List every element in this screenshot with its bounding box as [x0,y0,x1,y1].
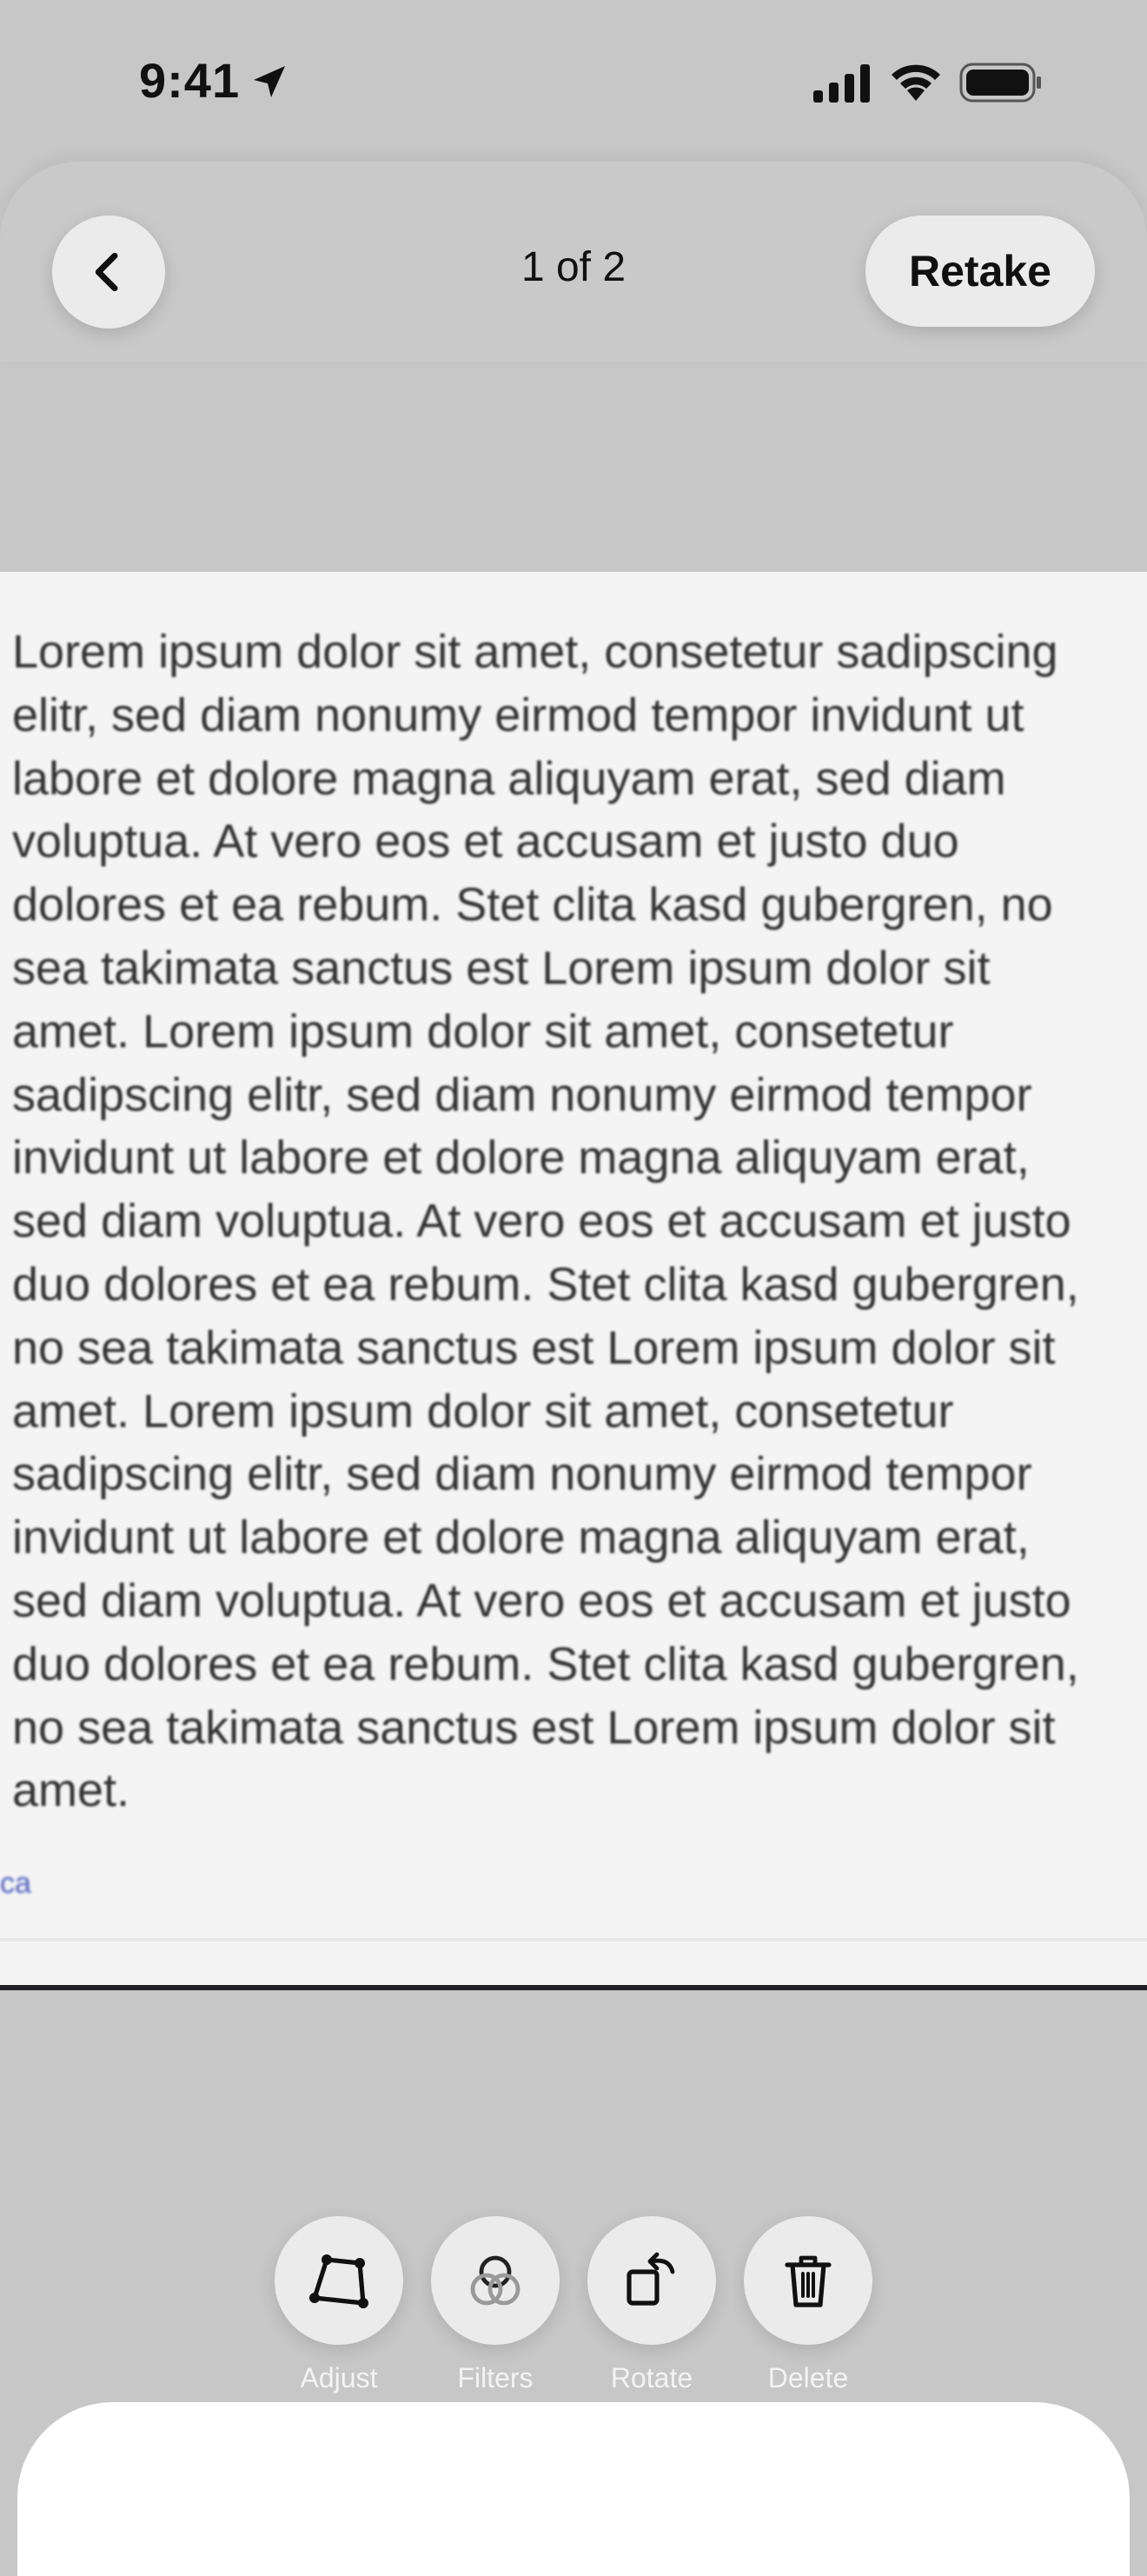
filters-label: Filters [457,2362,534,2393]
delete-tool[interactable] [739,2216,878,2394]
rotate-icon [617,2246,686,2315]
adjust-label: Adjust [300,2362,378,2393]
trash-icon [773,2246,843,2315]
status-time: 9:41 [139,53,241,108]
scanned-footer-fragment: ca [0,1867,31,1900]
wifi-icon [888,61,944,103]
adjust-button[interactable] [275,2216,403,2345]
chevron-left-icon [84,248,133,296]
location-arrow-icon [249,61,290,103]
rotate-tool[interactable] [582,2216,721,2394]
retake-button[interactable]: Retake [865,216,1095,327]
page-divider [0,1938,1147,1942]
status-bar [0,0,1147,165]
rotate-label: Rotate [610,2362,693,2393]
scanned-text: Lorem ipsum dolor sit amet, consetetur sadipscing elitr, sed diam nonumy eirmod tempor invidunt ut labore et dolore magna aliquyam erat, sed diam voluptua. At vero eos et accusam et justo duo dolores et ea rebum. Stet clita kasd gubergren, no sea takimata sanctus est Lorem ipsum dolor sit amet. Lorem ipsum dolor sit amet, consetetur sadipscing elitr, sed diam nonumy eirmod tempor invidunt ut labore et dolore magna aliquyam erat, sed diam voluptua. At vero eos et accusam et justo duo dolores et ea rebum. Stet clita kasd gubergren, no sea takimata sanctus est Lorem ipsum dolor sit amet. Lorem ipsum dolor sit amet, consetetur sadipscing elitr, sed diam nonumy eirmod tempor invidunt ut labore et dolore magna aliquyam erat, sed diam voluptua. At vero eos et accusam et justo duo dolores et ea rebum. Stet clita kasd gubergren, no sea takimata sanctus est Lorem ipsum dolor sit amet. [12,626,1079,1817]
adjust-tool[interactable] [269,2216,408,2394]
back-button[interactable] [52,216,165,329]
filters-tool[interactable] [426,2216,565,2394]
page-indicator: 1 of 2 [520,244,627,290]
scanned-page [0,572,1147,1990]
battery-icon [959,63,1043,103]
bottom-sheet [17,2402,1130,2576]
delete-button[interactable] [744,2216,872,2345]
rotate-button[interactable] [587,2216,716,2345]
edit-toolbar [0,2216,1147,2393]
cellular-signal-icon [812,64,872,103]
adjust-corners-icon [304,2246,374,2315]
filters-button[interactable] [431,2216,560,2345]
filters-icon [461,2246,530,2315]
delete-label: Delete [767,2362,849,2393]
